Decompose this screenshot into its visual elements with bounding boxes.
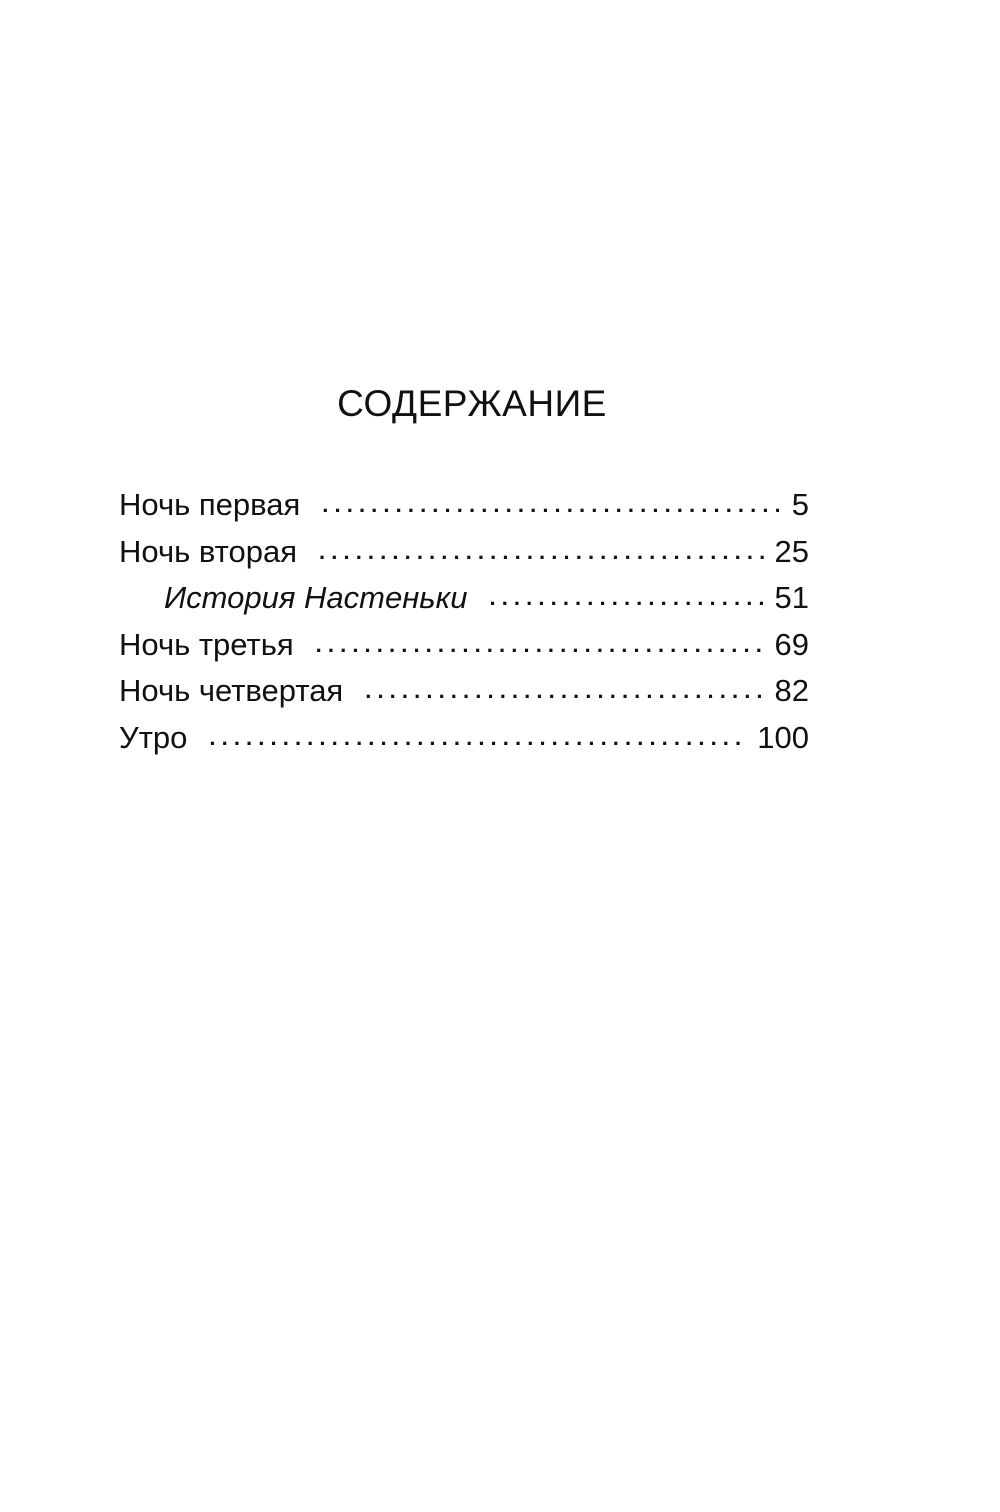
- toc-entry-label: Ночь четвертая: [119, 673, 344, 708]
- table-of-contents: [119, 482, 809, 761]
- toc-entry-nastenka-story: [119, 575, 809, 622]
- toc-entry-page: 82: [774, 673, 809, 708]
- dot-leader: [209, 715, 747, 762]
- toc-entry-morning: [119, 715, 809, 762]
- toc-entry-night-3: [119, 622, 809, 669]
- dot-leader: [489, 575, 764, 622]
- toc-entry-label: Утро: [119, 719, 188, 755]
- toc-entry-night-2: [119, 529, 809, 576]
- toc-entry-page: 25: [774, 533, 809, 569]
- dot-leader: [319, 529, 765, 576]
- toc-entry-night-1: [119, 482, 809, 529]
- toc-entry-label: Ночь третья: [119, 626, 294, 662]
- toc-entry-label: История Настеньки: [164, 580, 468, 615]
- dot-leader: [365, 668, 764, 715]
- toc-entry-label: Ночь первая: [119, 487, 301, 522]
- toc-title: СОДЕРЖАНИЕ: [337, 383, 607, 424]
- dot-leader: [322, 482, 779, 529]
- toc-entry-night-4: [119, 668, 809, 715]
- dot-leader: [316, 622, 765, 669]
- toc-entry-page: 51: [774, 580, 809, 615]
- toc-entry-page: 100: [757, 719, 809, 755]
- toc-entry-page: 69: [774, 626, 809, 662]
- toc-entry-label: Ночь вторая: [119, 533, 298, 569]
- toc-entry-page: 5: [791, 487, 809, 522]
